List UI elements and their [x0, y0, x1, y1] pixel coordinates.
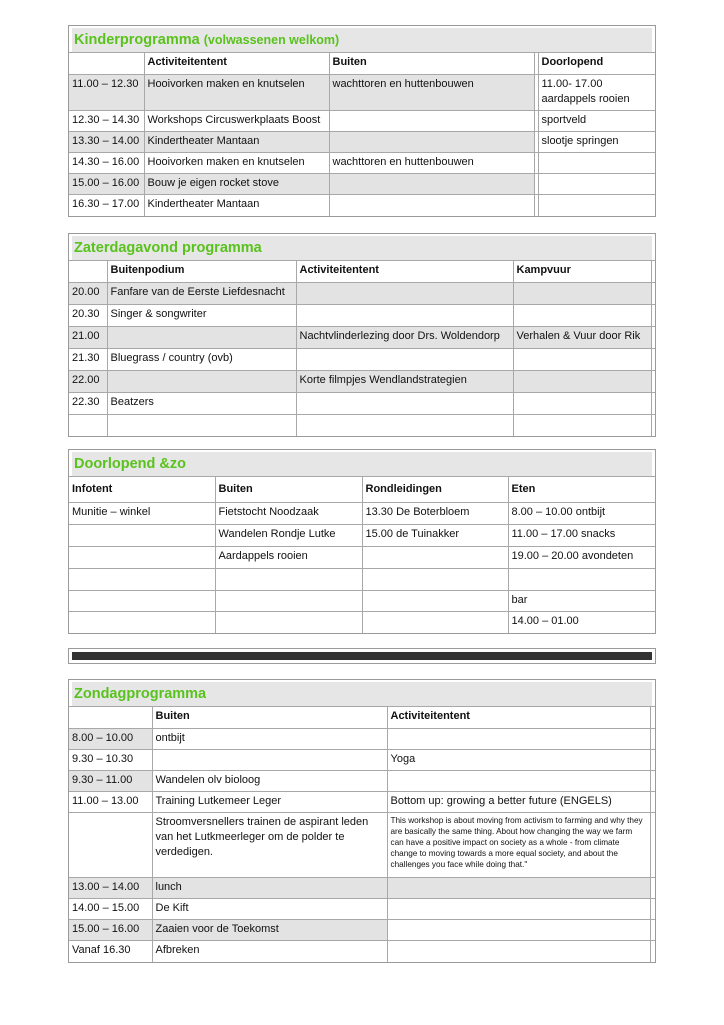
table-row [69, 920, 655, 941]
table-row [69, 591, 655, 612]
section-title: Kinderprogramma (volwassenen welkom) [72, 28, 652, 52]
table-row [69, 612, 655, 633]
table-row [69, 878, 655, 899]
cell [296, 305, 513, 327]
cell: 13.30 De Boterbloem [362, 503, 508, 525]
header-cell: Kampvuur [513, 261, 651, 283]
time-cell: 21.30 [69, 349, 107, 371]
cell [387, 941, 650, 962]
header-cell [69, 707, 152, 729]
doorlopend-table [69, 476, 655, 633]
time-cell: 15.00 – 16.00 [69, 174, 144, 195]
time-cell: 12.30 – 14.30 [69, 111, 144, 132]
cell: Stroomversnellers trainen de aspirant leden van het Lutkmeerleger om de polder te verdedigen. [152, 813, 387, 878]
cell: Hooivorken maken en knutselen [144, 153, 329, 174]
cell [538, 153, 655, 174]
cell: Wandelen Rondje Lutke [215, 525, 362, 547]
cell [362, 569, 508, 591]
time-cell [69, 415, 107, 436]
zaterdagavond-section [68, 233, 656, 437]
cell [69, 591, 215, 612]
header-cell [69, 261, 107, 283]
time-cell: 9.30 – 11.00 [69, 771, 152, 792]
header-cell: Buiten [215, 477, 362, 503]
cell: Fanfare van de Eerste Liefdesnacht [107, 283, 296, 305]
cell: Kindertheater Mantaan [144, 195, 329, 216]
time-cell: 22.30 [69, 393, 107, 415]
table-row [69, 132, 655, 153]
table-row [69, 327, 655, 349]
divider-fill [72, 652, 652, 660]
cell [513, 349, 651, 371]
header-cell: Activiteitentent [296, 261, 513, 283]
cell: Zaaien voor de Toekomst [152, 920, 387, 941]
table-row [69, 792, 655, 813]
header-row [69, 261, 655, 283]
table-row [69, 771, 655, 792]
cell [387, 899, 650, 920]
cell [215, 569, 362, 591]
cell [387, 920, 650, 941]
cell: bar [508, 591, 655, 612]
table-row [69, 525, 655, 547]
table-row [69, 393, 655, 415]
cell: Hooivorken maken en knutselen [144, 75, 329, 111]
header-cell: Rondleidingen [362, 477, 508, 503]
cell [513, 283, 651, 305]
cell: Singer & songwriter [107, 305, 296, 327]
cell: 8.00 – 10.00 ontbijt [508, 503, 655, 525]
zaterdagavond-table [69, 260, 655, 436]
cell: Bottom up: growing a better future (ENGELS) [387, 792, 650, 813]
time-cell: 11.00 – 13.00 [69, 792, 152, 813]
table-row [69, 750, 655, 771]
header-cell: Buiten [152, 707, 387, 729]
header-cell: Infotent [69, 477, 215, 503]
time-cell: Vanaf 16.30 [69, 941, 152, 962]
time-cell: 11.00 – 12.30 [69, 75, 144, 111]
cell [107, 415, 296, 436]
cell [329, 195, 534, 216]
header-row [69, 477, 655, 503]
table-row [69, 569, 655, 591]
cell [107, 327, 296, 349]
cell [362, 612, 508, 633]
header-cell: Doorlopend [538, 53, 655, 75]
zondagprogramma-section [68, 679, 656, 963]
cell: Aardappels rooien [215, 547, 362, 569]
cell [69, 525, 215, 547]
table-row [69, 305, 655, 327]
cell [69, 569, 215, 591]
time-cell: 20.30 [69, 305, 107, 327]
workshop-description: This workshop is about moving from activism to farming and why they are basically the same thing. About how changing the way we farm can have a positive impact on society as a whole - from climate change to moving towards a more equal society, and about the challenges you face while doing that." [387, 813, 650, 878]
section-title: Zaterdagavond programma [72, 236, 652, 260]
cell [329, 132, 534, 153]
cell: Wandelen olv bioloog [152, 771, 387, 792]
cell: Korte filmpjes Wendlandstrategien [296, 371, 513, 393]
time-cell: 14.00 – 15.00 [69, 899, 152, 920]
cell: 11.00- 17.00 aardappels rooien [538, 75, 655, 111]
cell: De Kift [152, 899, 387, 920]
cell: Workshops Circuswerkplaats Boost [144, 111, 329, 132]
cell: Training Lutkemeer Leger [152, 792, 387, 813]
cell [362, 547, 508, 569]
cell: Afbreken [152, 941, 387, 962]
cell [513, 393, 651, 415]
header-cell: Activiteitentent [144, 53, 329, 75]
zondagprogramma-table [69, 706, 655, 962]
time-cell: 8.00 – 10.00 [69, 729, 152, 750]
table-row [69, 813, 655, 878]
header-cell: Eten [508, 477, 655, 503]
cell: Yoga [387, 750, 650, 771]
time-cell: 9.30 – 10.30 [69, 750, 152, 771]
table-row [69, 547, 655, 569]
table-row [69, 174, 655, 195]
cell [296, 415, 513, 436]
table-row [69, 899, 655, 920]
cell [508, 569, 655, 591]
section-title: Doorlopend &zo [72, 452, 652, 476]
cell: wachttoren en huttenbouwen [329, 153, 534, 174]
header-cell: Buiten [329, 53, 534, 75]
cell [152, 750, 387, 771]
header-row [69, 53, 655, 75]
cell: 14.00 – 01.00 [508, 612, 655, 633]
cell: ontbijt [152, 729, 387, 750]
cell [538, 174, 655, 195]
time-cell: 14.30 – 16.00 [69, 153, 144, 174]
cell [513, 371, 651, 393]
cell: Verhalen & Vuur door Rik [513, 327, 651, 349]
table-row [69, 729, 655, 750]
cell: Kindertheater Mantaan [144, 132, 329, 153]
cell [296, 283, 513, 305]
cell: 19.00 – 20.00 avondeten [508, 547, 655, 569]
cell [387, 771, 650, 792]
table-row [69, 503, 655, 525]
cell [69, 547, 215, 569]
cell: slootje springen [538, 132, 655, 153]
cell [215, 591, 362, 612]
cell [362, 591, 508, 612]
table-row [69, 195, 655, 216]
cell: wachttoren en huttenbouwen [329, 75, 534, 111]
cell: Fietstocht Noodzaak [215, 503, 362, 525]
cell [513, 305, 651, 327]
table-row [69, 283, 655, 305]
header-cell [69, 53, 144, 75]
time-cell: 21.00 [69, 327, 107, 349]
section-divider [68, 648, 656, 664]
time-cell: 20.00 [69, 283, 107, 305]
time-cell: 16.30 – 17.00 [69, 195, 144, 216]
table-row [69, 75, 655, 111]
time-cell: 13.30 – 14.00 [69, 132, 144, 153]
cell: 11.00 – 17.00 snacks [508, 525, 655, 547]
kinderprogramma-table [69, 52, 655, 216]
table-row [69, 153, 655, 174]
cell [107, 371, 296, 393]
time-cell: 15.00 – 16.00 [69, 920, 152, 941]
header-row [69, 707, 655, 729]
cell: Bouw je eigen rocket stove [144, 174, 329, 195]
time-cell [69, 813, 152, 878]
cell [538, 195, 655, 216]
cell [329, 111, 534, 132]
table-row [69, 371, 655, 393]
time-cell: 13.00 – 14.00 [69, 878, 152, 899]
cell: 15.00 de Tuinakker [362, 525, 508, 547]
table-row [69, 415, 655, 436]
cell [296, 349, 513, 371]
table-row [69, 349, 655, 371]
section-title: Zondagprogramma [72, 682, 652, 706]
cell [296, 393, 513, 415]
kinderprogramma-section [68, 25, 656, 217]
table-row [69, 111, 655, 132]
cell: lunch [152, 878, 387, 899]
cell [329, 174, 534, 195]
table-row [69, 941, 655, 962]
cell [69, 612, 215, 633]
cell [513, 415, 651, 436]
header-cell: Buitenpodium [107, 261, 296, 283]
cell [387, 729, 650, 750]
cell: sportveld [538, 111, 655, 132]
section-subtitle: (volwassenen welkom) [203, 33, 340, 47]
cell: Beatzers [107, 393, 296, 415]
header-cell: Activiteitentent [387, 707, 650, 729]
cell [215, 612, 362, 633]
cell: Nachtvlinderlezing door Drs. Woldendorp [296, 327, 513, 349]
cell [387, 878, 650, 899]
time-cell: 22.00 [69, 371, 107, 393]
doorlopend-section [68, 449, 656, 634]
cell: Munitie – winkel [69, 503, 215, 525]
cell: Bluegrass / country (ovb) [107, 349, 296, 371]
